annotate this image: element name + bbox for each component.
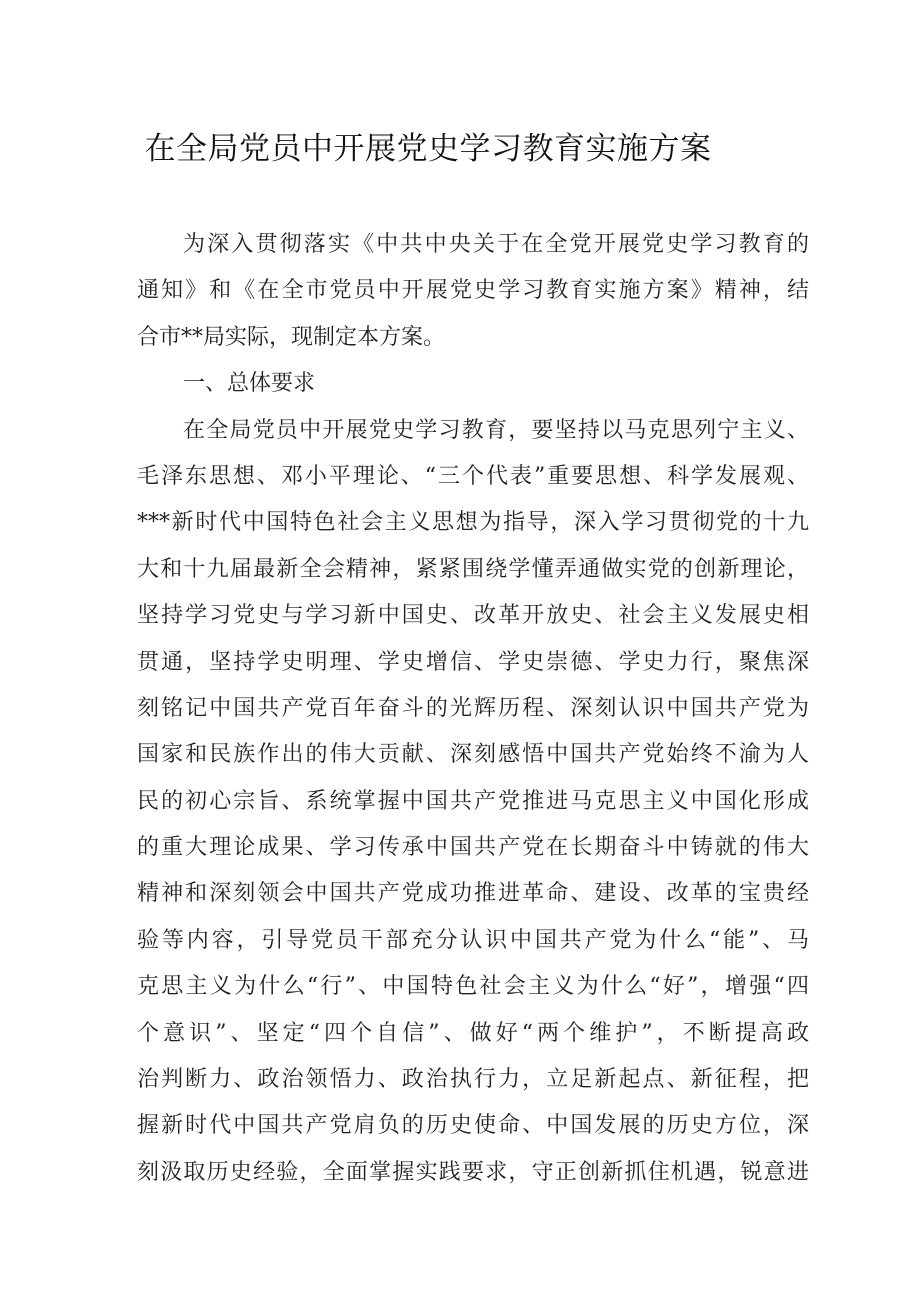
text-line: 大和十九届最新全会精神，紧紧围绕学懂弄通做实党的创新理论， — [137, 556, 809, 582]
document-body — [137, 222, 809, 1196]
text-line: 刻铭记中国共产党百年奋斗的光辉历程、深刻认识中国共产党为 — [137, 695, 809, 721]
text-line: 个意识”、坚定“四个自信”、做好“两个维护”，不断提高政 — [137, 1020, 809, 1046]
text-line: ***新时代中国特色社会主义思想为指导，深入学习贯彻党的十九 — [137, 510, 809, 536]
text-line: 在全局党员中开展党史学习教育，要坚持以马克思列宁主义、 — [183, 417, 809, 443]
text-line: 治判断力、政治领悟力、政治执行力，立足新起点、新征程，把 — [137, 1067, 809, 1093]
text-line: 握新时代中国共产党肩负的历史使命、中国发展的历史方位，深 — [137, 1113, 809, 1139]
text-line: 验等内容，引导党员干部充分认识中国共产党为什么“能”、马 — [137, 927, 809, 953]
text-line: 坚持学习党史与学习新中国史、改革开放史、社会主义发展史相 — [137, 603, 809, 629]
text-line: 毛泽东思想、邓小平理论、“三个代表”重要思想、科学发展观、 — [137, 463, 809, 489]
text-line: 民的初心宗旨、系统掌握中国共产党推进马克思主义中国化形成 — [137, 788, 809, 814]
text-line: 国家和民族作出的伟大贡献、深刻感悟中国共产党始终不渝为人 — [137, 742, 809, 768]
text-line: 为深入贯彻落实《中共中央关于在全党开展党史学习教育的 — [183, 232, 809, 257]
text-line: 合市**局实际，现制定本方案。 — [137, 324, 446, 350]
section-heading: 一、总体要求 — [183, 371, 316, 397]
document-title: 在全局党员中开展党史学习教育实施方案 — [144, 131, 712, 167]
text-line: 通知》和《在全市党员中开展党史学习教育实施方案》精神，结 — [137, 278, 809, 304]
text-line: 精神和深刻领会中国共产党成功推进革命、建设、改革的宝贵经 — [137, 881, 809, 907]
text-line: 刻汲取历史经验，全面掌握实践要求，守正创新抓住机遇，锐意进 — [137, 1159, 809, 1185]
text-line: 贯通，坚持学史明理、学史增信、学史崇德、学史力行，聚焦深 — [137, 649, 809, 675]
text-line: 克思主义为什么“行”、中国特色社会主义为什么“好”，增强“四 — [137, 974, 809, 1000]
text-line: 的重大理论成果、学习传承中国共产党在长期奋斗中铸就的伟大 — [137, 835, 809, 861]
